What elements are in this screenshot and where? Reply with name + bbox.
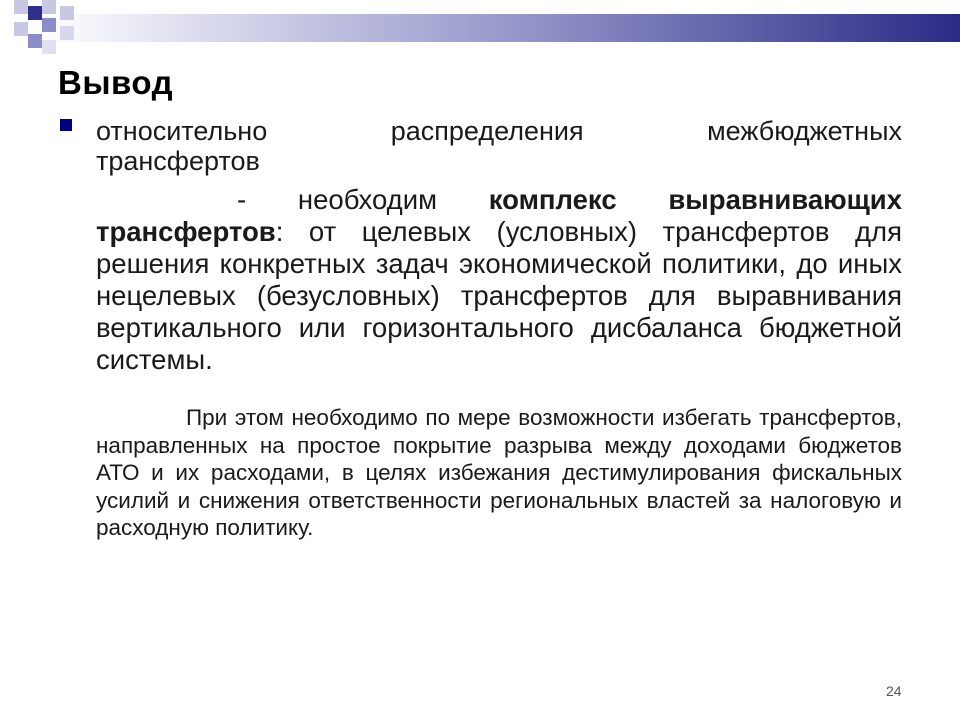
- deco-square: [42, 40, 56, 54]
- bullet-word: межбюджетных: [707, 116, 902, 146]
- bullet-line-2: трансфертов: [96, 146, 260, 176]
- deco-square: [60, 6, 74, 20]
- slide-title: Вывод: [58, 64, 174, 101]
- bullet-word: относительно: [96, 116, 268, 146]
- emphasis-text: комплекс выравнивающих трансфертов: [96, 184, 903, 247]
- bullet-text: [96, 116, 902, 176]
- deco-square: [28, 34, 42, 48]
- conclusion-paragraph: [96, 184, 902, 376]
- deco-square: [42, 0, 56, 14]
- deco-square: [28, 6, 42, 20]
- bullet-square-icon: [60, 119, 72, 131]
- header-gradient-bar: [40, 14, 960, 42]
- deco-square: [14, 22, 28, 36]
- bullet-word: распределения: [390, 116, 584, 146]
- recommendation-paragraph: При этом необходимо по мере возможности избегать трансфертов, направленных на простое покрытие разрыва между доходами бюджетов АТО и их расходами, в целях избежания дестимулирования фискальных усилий и снижения ответственности региональных властей за налоговую и расходную политику.: [96, 405, 902, 540]
- paragraph-body: : от целевых (условных) трансфертов для решения конкретных задач экономической политики, до иных нецелевых (безусловных) трансфертов для выравнивания вертикального или горизонтального дисбаланса бюджетной системы.: [96, 216, 902, 375]
- bullet-line-1: [96, 116, 902, 146]
- deco-square: [60, 26, 74, 40]
- deco-square: [14, 0, 28, 14]
- paragraph-lead: - необходим: [237, 184, 489, 215]
- deco-square: [42, 18, 56, 32]
- page-number: 24: [886, 683, 902, 699]
